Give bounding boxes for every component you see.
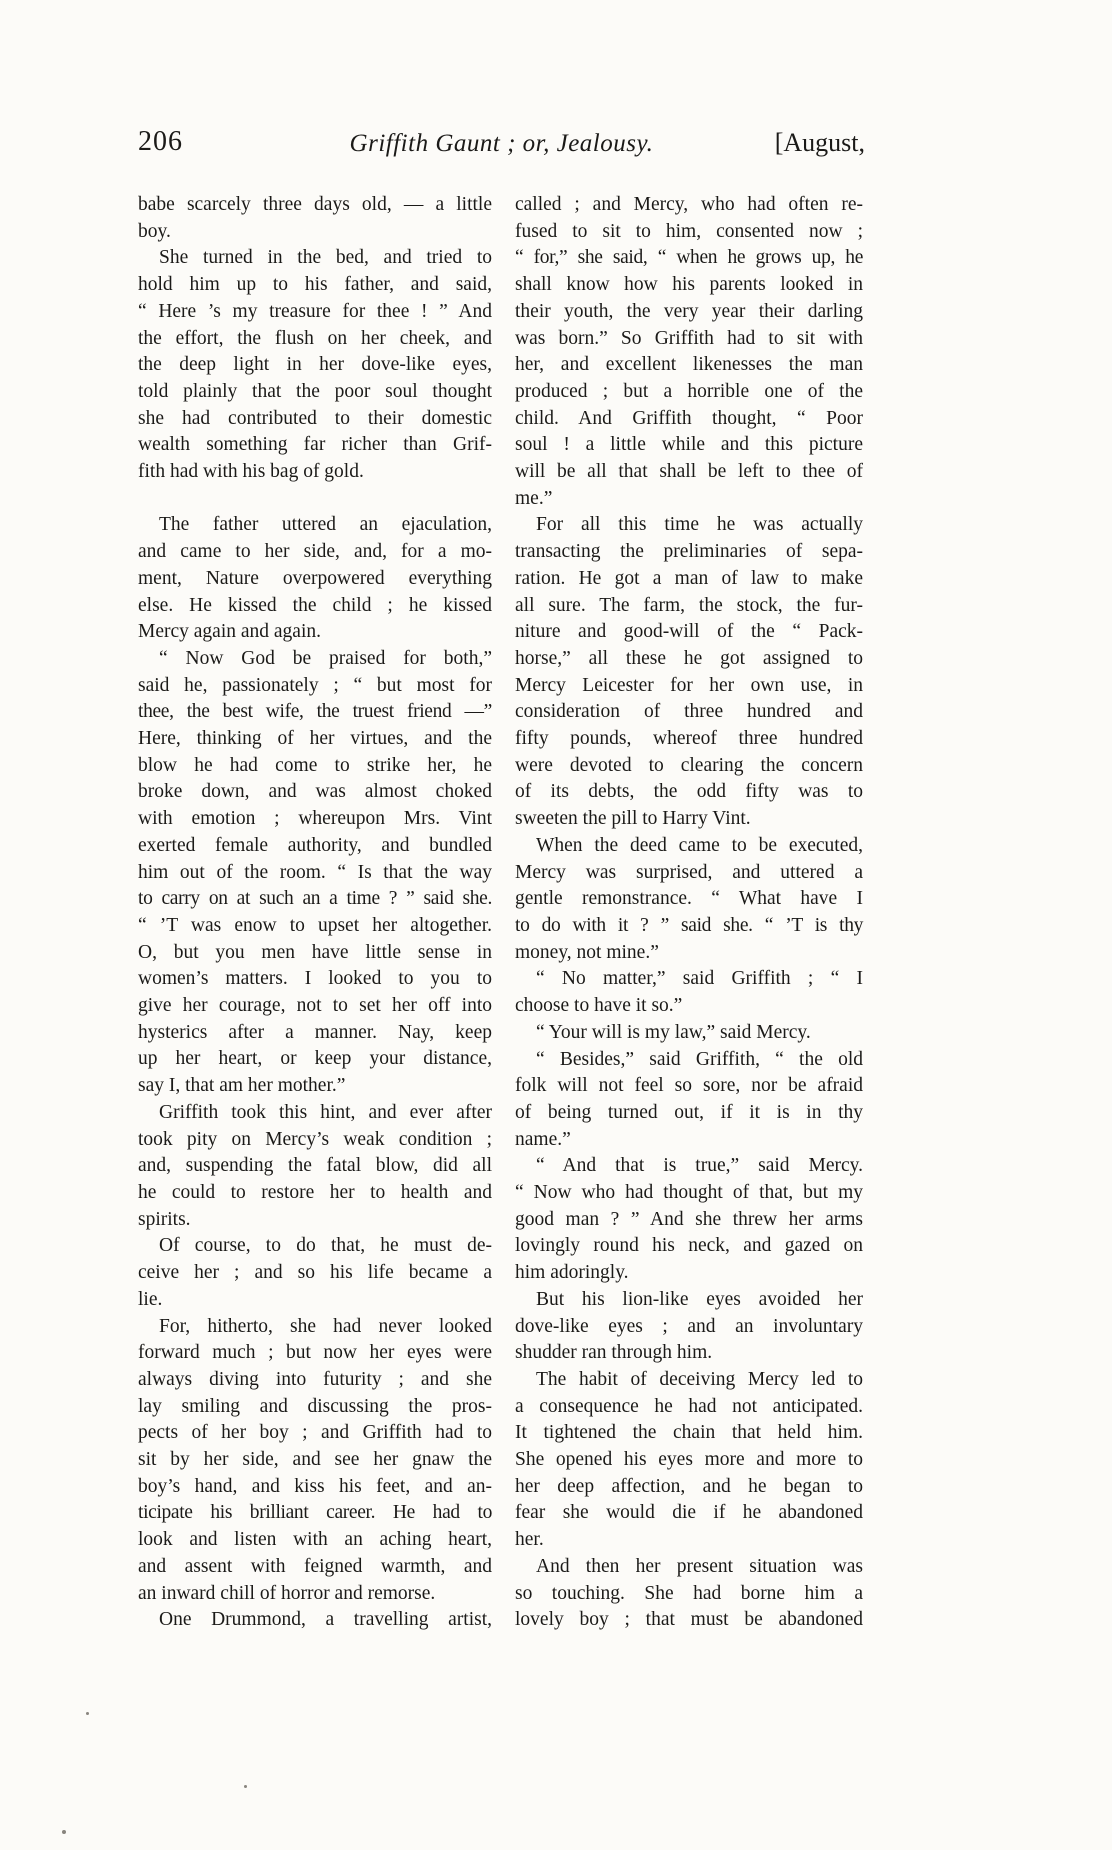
paragraph — [515, 966, 863, 1019]
text-line: For, hitherto, she had never looked — [159, 1315, 492, 1337]
text-line: And then her present situation was — [536, 1555, 863, 1577]
text-line: child. And Griffith thought, “ Poor — [515, 407, 863, 429]
text-line: Griffith took this hint, and ever after — [159, 1101, 492, 1123]
text-line: an inward chill of horror and remorse. — [138, 1582, 436, 1604]
text-line: money, not mine.” — [515, 941, 659, 963]
text-line: lay smiling and discussing the pros- — [138, 1395, 492, 1417]
text-line: told plainly that the poor soul thought — [138, 380, 492, 402]
text-line: the effort, the flush on her cheek, and — [138, 327, 492, 349]
text-line: “ Here ’s my treasure for thee ! ” And — [138, 300, 492, 322]
paragraph — [138, 1314, 492, 1608]
text-line: were devoted to clearing the concern — [515, 754, 863, 776]
text-columns — [138, 192, 863, 1634]
column-right — [515, 192, 863, 1634]
text-line: and assent with feigned warmth, and — [138, 1555, 492, 1577]
text-line: shudder ran through him. — [515, 1342, 713, 1364]
paragraph — [138, 646, 492, 1100]
text-line: spirits. — [138, 1208, 191, 1230]
text-line: he could to restore her to health and — [138, 1182, 492, 1203]
text-line: The father uttered an ejaculation, — [159, 514, 492, 536]
text-line: all sure. The farm, the stock, the fur- — [515, 594, 863, 616]
paragraph — [138, 245, 492, 485]
text-line: ment, Nature overpowered everything — [138, 567, 492, 589]
text-line: fear she would die if he abandoned — [515, 1502, 863, 1524]
text-line: to do with it ? ” said she. “ ’T is thy — [515, 914, 863, 936]
text-line: One Drummond, a travelling artist, — [159, 1609, 492, 1631]
text-line: fifty pounds, whereof three hundred — [515, 728, 863, 750]
paragraph — [515, 1153, 863, 1287]
paragraph — [138, 1100, 492, 1234]
text-line: niture and good-will of the “ Pack- — [515, 621, 863, 643]
text-line: exerted female authority, and bundled — [138, 834, 492, 856]
text-line: Of course, to do that, he must de- — [159, 1235, 492, 1257]
text-line: Mercy was surprised, and uttered a — [515, 861, 863, 883]
text-line: hold him up to his father, and said, — [138, 274, 492, 296]
text-line: say I, that am her mother.” — [138, 1075, 346, 1097]
text-line: to carry on at such an a time ? ” said she. — [138, 888, 492, 910]
text-line: her deep affection, and he began to — [515, 1475, 863, 1497]
paragraph — [515, 1287, 863, 1367]
text-line: sit by her side, and see her gnaw the — [138, 1449, 492, 1471]
page-header — [138, 118, 865, 160]
text-line: lie. — [138, 1288, 163, 1310]
paragraph — [138, 1607, 492, 1634]
issue-month: [August, — [774, 128, 865, 157]
text-line: up her heart, or keep your distance, — [138, 1048, 492, 1070]
text-line: she had contributed to their domestic — [138, 407, 492, 429]
text-line: ticipate his brilliant career. He had to — [138, 1502, 492, 1524]
text-line: But his lion-like eyes avoided her — [536, 1288, 863, 1310]
text-line: Here, thinking of her virtues, and the — [138, 728, 492, 750]
column-left — [138, 192, 492, 1634]
text-line: give her courage, not to set her off into — [138, 995, 492, 1017]
paragraph — [515, 1367, 863, 1554]
text-line: look and listen with an aching heart, — [138, 1529, 492, 1551]
text-line: of being turned out, if it is in thy — [515, 1101, 863, 1123]
text-line: him out of the room. “ Is that the way — [138, 861, 492, 883]
text-line: else. He kissed the child ; he kissed — [138, 594, 492, 616]
running-title: Griffith Gaunt ; or, Jealousy. — [349, 130, 654, 157]
text-line: “ Now God be praised for both,” — [159, 647, 492, 669]
text-line: of its debts, the odd fifty was to — [515, 781, 863, 803]
text-line: always diving into futurity ; and she — [138, 1368, 492, 1390]
text-line: thee, the best wife, the truest friend —” — [138, 701, 492, 723]
text-line: sweeten the pill to Harry Vint. — [515, 808, 751, 830]
paragraph — [138, 192, 492, 245]
text-line: took pity on Mercy’s weak condition ; — [138, 1128, 492, 1150]
text-line: women’s matters. I looked to you to — [138, 968, 492, 990]
text-line: and came to her side, and, for a mo- — [138, 541, 492, 563]
paragraph — [515, 512, 863, 832]
text-line: She opened his eyes more and more to — [515, 1449, 863, 1471]
paragraph — [138, 1233, 492, 1313]
paragraph — [515, 833, 863, 967]
text-line: hysterics after a manner. Nay, keep — [138, 1021, 492, 1043]
text-line: babe scarcely three days old, — a little — [138, 194, 492, 215]
text-line: ceive her ; and so his life became a — [138, 1262, 492, 1284]
text-line: dove-like eyes ; and an involuntary — [515, 1315, 863, 1337]
scan-speck — [86, 1712, 89, 1715]
text-line: O, but you men have little sense in — [138, 941, 492, 963]
text-line: Mercy again and again. — [138, 621, 322, 643]
text-line: consideration of three hundred and — [515, 701, 863, 723]
text-line: good man ? ” And she threw her arms — [515, 1208, 863, 1230]
text-line: boy’s hand, and kiss his feet, and an- — [138, 1475, 492, 1497]
text-line: the deep light in her dove-like eyes, — [138, 354, 492, 376]
text-line: forward much ; but now her eyes were — [138, 1342, 492, 1364]
paragraph — [515, 1047, 863, 1154]
text-line: her, and excellent likenesses the man — [515, 354, 863, 376]
text-line: me.” — [515, 487, 553, 509]
text-line: ration. He got a man of law to make — [515, 567, 863, 589]
text-line: choose to have it so.” — [515, 995, 683, 1017]
text-line: with emotion ; whereupon Mrs. Vint — [138, 808, 492, 830]
text-line: transacting the preliminaries of sepa- — [515, 541, 863, 563]
text-line: was born.” So Griffith had to sit with — [515, 327, 863, 349]
text-line: pects of her boy ; and Griffith had to — [138, 1422, 492, 1444]
text-line: It tightened the chain that held him. — [515, 1422, 863, 1444]
text-line: For all this time he was actually — [536, 514, 863, 536]
text-line: produced ; but a horrible one of the — [515, 380, 863, 402]
text-line: soul ! a little while and this picture — [515, 434, 863, 456]
text-line: gentle remonstrance. “ What have I — [515, 888, 863, 910]
text-line: “ ’T was enow to upset her altogether. — [138, 914, 492, 936]
text-line: her. — [515, 1529, 544, 1551]
text-line: shall know how his parents looked in — [515, 274, 863, 296]
text-line: fith had with his bag of gold. — [138, 461, 364, 483]
text-line: broke down, and was almost choked — [138, 781, 492, 803]
text-line: “ Your will is my law,” said Mercy. — [536, 1021, 811, 1043]
paragraph — [515, 1554, 863, 1634]
paragraph — [515, 1020, 863, 1047]
text-line: “ And that is true,” said Mercy. — [536, 1155, 863, 1177]
paragraph — [138, 512, 492, 646]
text-line: so touching. She had borne him a — [515, 1582, 863, 1604]
page-number: 206 — [138, 126, 183, 157]
text-line: When the deed came to be executed, — [536, 834, 863, 856]
text-line: The habit of deceiving Mercy led to — [536, 1368, 863, 1390]
text-line: him adoringly. — [515, 1262, 629, 1284]
text-line: lovely boy ; that must be abandoned — [515, 1609, 863, 1631]
scan-speck — [62, 1830, 66, 1834]
text-line: name.” — [515, 1128, 571, 1150]
text-line: their youth, the very year their darling — [515, 300, 863, 322]
text-line: Mercy Leicester for her own use, in — [515, 674, 863, 696]
text-line: “ Now who had thought of that, but my — [515, 1182, 863, 1204]
text-line: folk will not feel so sore, nor be afraid — [515, 1075, 863, 1097]
text-line: lovingly round his neck, and gazed on — [515, 1235, 863, 1257]
text-line: a consequence he had not anticipated. — [515, 1395, 863, 1417]
text-line: wealth something far richer than Grif- — [138, 434, 492, 456]
text-line: “ for,” she said, “ when he grows up, he — [515, 247, 863, 269]
paragraph — [515, 192, 863, 512]
text-line: fused to sit to him, consented now ; — [515, 220, 863, 242]
scan-speck — [244, 1785, 247, 1788]
text-line: “ Besides,” said Griffith, “ the old — [536, 1048, 863, 1070]
text-line: blow he had come to strike her, he — [138, 754, 492, 776]
text-line: She turned in the bed, and tried to — [159, 247, 492, 269]
text-line: “ No matter,” said Griffith ; “ I — [536, 968, 863, 990]
text-line: horse,” all these he got assigned to — [515, 647, 863, 669]
text-line: boy. — [138, 220, 171, 242]
text-line: will be all that shall be left to thee of — [515, 461, 863, 483]
text-line: called ; and Mercy, who had often re- — [515, 194, 863, 215]
text-line: said he, passionately ; “ but most for — [138, 674, 492, 696]
text-line: and, suspending the fatal blow, did all — [138, 1155, 492, 1177]
